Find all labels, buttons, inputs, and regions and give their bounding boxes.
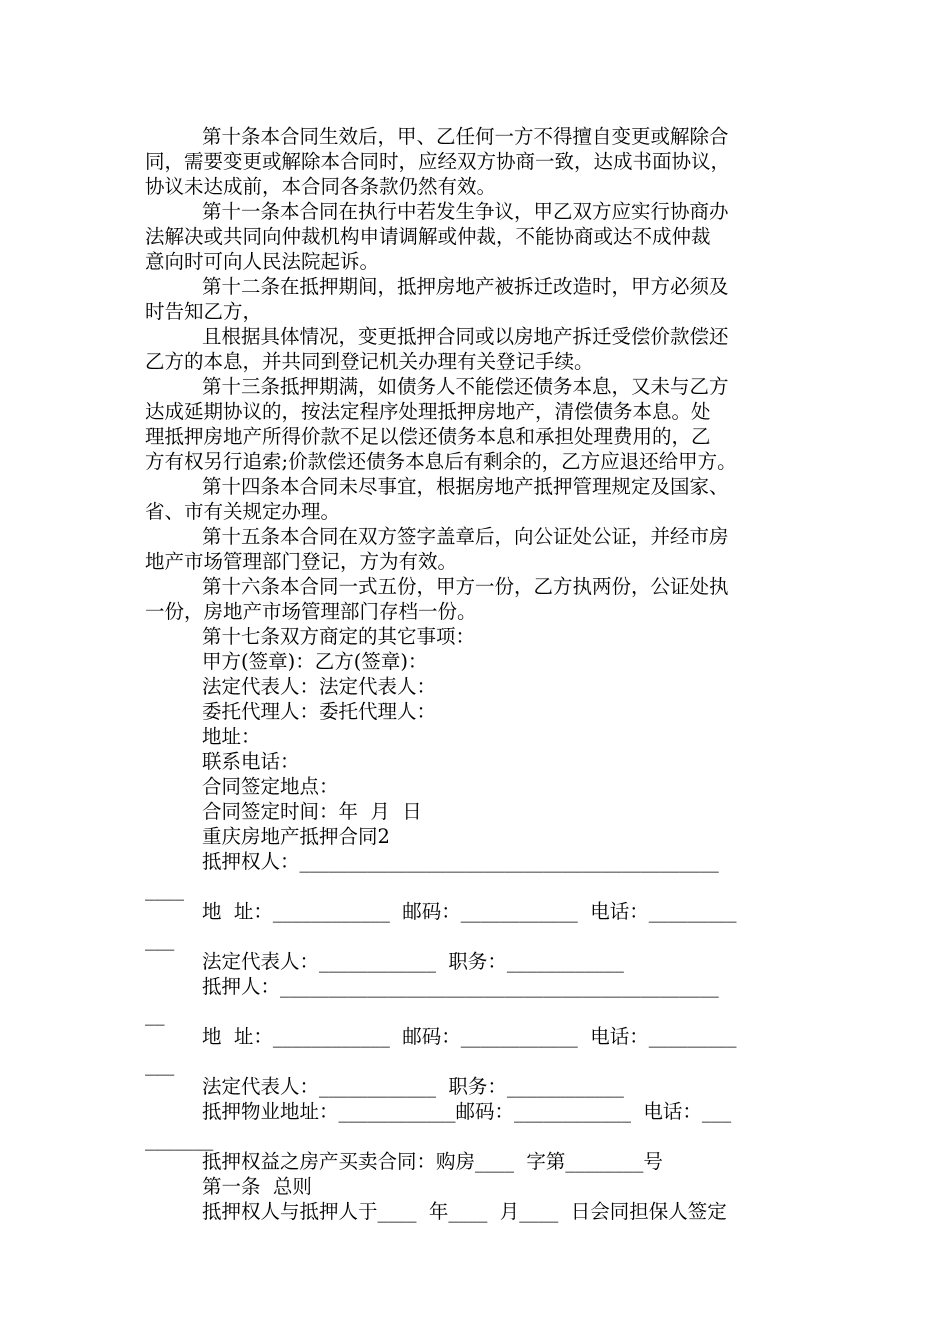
- text-line: 意向时可向人民法院起诉。: [145, 250, 380, 273]
- signature-line: 地址：: [202, 725, 261, 748]
- text-line: 时告知乙方，: [145, 300, 263, 323]
- text-line: 乙方的本息，并共同到登记机关办理有关登记手续。: [145, 350, 594, 373]
- text-line: 第十一条本合同在执行中若发生争议，甲乙双方应实行协商办: [202, 200, 729, 223]
- text-line: 第十五条本合同在双方签字盖章后，向公证处公证，并经市房: [202, 525, 729, 548]
- form-line: ___: [145, 1053, 175, 1076]
- text-line: 第十七条双方商定的其它事项：: [202, 625, 476, 648]
- text-line: 第十条本合同生效后，甲、乙任何一方不得擅自变更或解除合: [202, 125, 729, 148]
- text-line: 抵押权人与抵押人于____ 年____ 月____ 日会同担保人签定: [202, 1200, 727, 1223]
- text-line: 达成延期协议的，按法定程序处理抵押房地产，清偿债务本息。处: [145, 400, 711, 423]
- article-heading: 第一条 总则: [202, 1175, 312, 1198]
- form-line: ___: [145, 928, 175, 951]
- text-line: 协议未达成前，本合同各条款仍然有效。: [145, 175, 497, 198]
- text-line: 且根据具体情况，变更抵押合同或以房地产拆迁受偿价款偿还: [202, 325, 729, 348]
- text-line: 第十三条抵押期满，如债务人不能偿还债务本息，又未与乙方: [202, 375, 729, 398]
- form-line: 抵押物业地址：____________邮码：____________ 电话：___: [202, 1100, 732, 1123]
- form-line: __: [145, 1003, 165, 1026]
- text-line: 地产市场管理部门登记，方为有效。: [145, 550, 458, 573]
- signature-line: 委托代理人：委托代理人：: [202, 700, 437, 723]
- text-line: 法解决或共同向仲裁机构申请调解或仲裁，不能协商或达不成仲裁: [145, 225, 711, 248]
- signature-line: 合同签定地点：: [202, 775, 339, 798]
- form-line: 地 址：____________ 邮码：____________ 电话：_________: [202, 1025, 737, 1048]
- signature-line: 合同签定时间：年 月 日: [202, 800, 422, 823]
- form-line: 抵押人：_____________________________________________: [202, 975, 719, 998]
- text-line: 第十二条在抵押期间，抵押房地产被拆迁改造时，甲方必须及: [202, 275, 729, 298]
- signature-line: 联系电话：: [202, 750, 300, 773]
- text-line: 理抵押房地产所得价款不足以偿还债务本息和承担处理费用的，乙: [145, 425, 711, 448]
- text-line: 第十六条本合同一式五份，甲方一份，乙方执两份，公证处执: [202, 575, 729, 598]
- signature-line: 甲方(签章)：乙方(签章)：: [202, 650, 428, 673]
- form-line: 抵押权人：___________________________________________: [202, 850, 719, 873]
- form-line: 抵押权益之房产买卖合同：购房____ 字第________号: [202, 1150, 663, 1173]
- text-line: 同，需要变更或解除本合同时，应经双方协商一致，达成书面协议，: [145, 150, 731, 173]
- form-line: ____: [145, 878, 184, 901]
- form-line: 法定代表人：____________ 职务：____________: [202, 950, 624, 973]
- form-line: _______: [145, 1128, 214, 1151]
- text-line: 方有权另行追索;价款偿还债务本息后有剩余的，乙方应退还给甲方。: [145, 450, 737, 473]
- text-line: 第十四条本合同未尽事宜，根据房地产抵押管理规定及国家、: [202, 475, 729, 498]
- text-line: 一份，房地产市场管理部门存档一份。: [145, 600, 477, 623]
- form-line: 地 址：____________ 邮码：____________ 电话：_________: [202, 900, 737, 923]
- form-line: 法定代表人：____________ 职务：____________: [202, 1075, 624, 1098]
- signature-line: 法定代表人：法定代表人：: [202, 675, 437, 698]
- text-line: 省、市有关规定办理。: [145, 500, 341, 523]
- section-title: 重庆房地产抵押合同2: [202, 825, 390, 848]
